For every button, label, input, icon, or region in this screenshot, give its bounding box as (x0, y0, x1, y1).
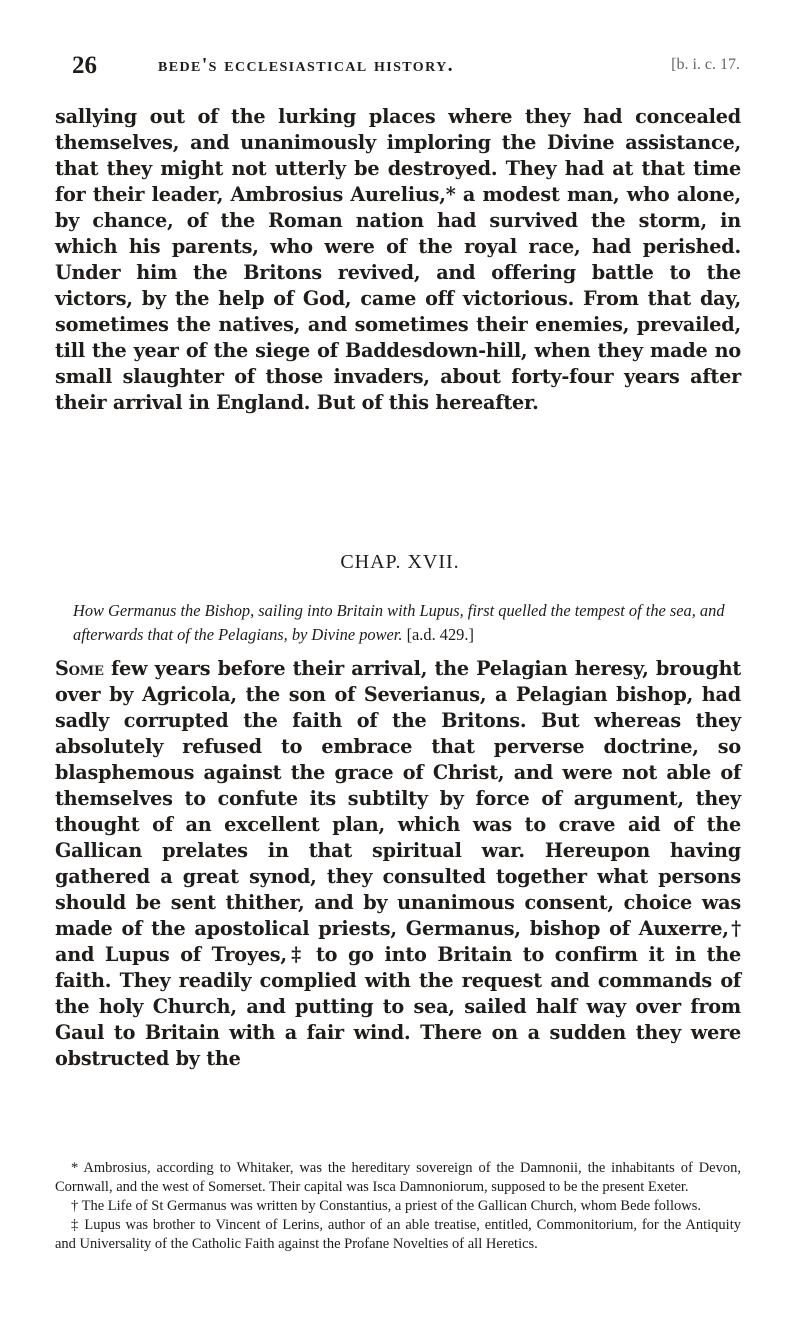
chapter-date: [a.d. 429.] (406, 625, 474, 644)
paragraph-continued: sallying out of the lurking places where they had concealed themselves, and unanimously imploring the Divine assistance, that they might not utterly be destroyed. They had at that time for their leader, Ambrosius Aurelius,* a modest man, who alone, by chance, of the Roman nation had survived the storm, in which his parents, who were of the royal race, had perished. Under him the Britons revived, and offering battle to the victors, by the help of God, came off victorious. From that day, sometimes the natives, and sometimes their enemies, prevailed, till the year of the siege of Baddesdown-hill, when they made no small slaughter of those invaders, about forty-four years after their arrival in England. But of this hereafter. (55, 105, 741, 414)
running-title: bede's ecclesiastical history. (158, 54, 455, 76)
paragraph-chapter-start (55, 656, 741, 1072)
footnote-1: * Ambrosius, according to Whitaker, was the hereditary sovereign of the Damnonii, the inhabitants of Devon, Cornwall, and the west of Somerset. Their capital was Isca Damnoniorum, supposed to be the present Exeter. (55, 1160, 741, 1195)
chapter-reference: [b. i. c. 17. (671, 56, 740, 73)
footnote-3: ‡ Lupus was brother to Vincent of Lerins, author of an able treatise, entitled, Commonitorium, for the Antiquity and Universality of the Catholic Faith against the Profane Novelties of all Heretics. (55, 1217, 741, 1252)
chapter-heading: CHAP. XVII. (340, 551, 460, 573)
footnote-2: † The Life of St Germanus was written by Constantius, a priest of the Gallican Church, whom Bede follows. (71, 1198, 701, 1214)
running-head (72, 52, 740, 80)
chapter-summary (73, 599, 741, 647)
page-number: 26 (72, 52, 97, 79)
paragraph-text: few years before their arrival, the Pelagian heresy, brought over by Agricola, the son of Severianus, a Pelagian bishop, had sadly corrupted the faith of the Britons. But whereas they absolutely refused to embrace that perverse doctrine, so blasphemous against the grace of Christ, and were not able of themselves to confute its subtilty by force of argument, they thought of an excellent plan, which was to crave aid of the Gallican prelates in that spiritual war. Hereupon having gathered a great synod, they consulted together what persons should be sent thither, and by unanimous consent, choice was made of the apostolical priests, Germanus, bishop of Auxerre,† and Lupus of Troyes,‡ to go into Britain to confirm it in the faith. They readily complied with the request and commands of the holy Church, and putting to sea, sailed half way over from Gaul to Britain with a fair wind. There on a sudden they were obstructed by the (55, 657, 741, 1070)
paragraph-lead-word: Some (55, 657, 104, 680)
footnotes (55, 1159, 741, 1254)
chapter-summary-text: How Germanus the Bishop, sailing into Britain with Lupus, first quelled the tempest of the sea, and afterwards that of the Pelagians, by Divine power. (73, 601, 725, 644)
